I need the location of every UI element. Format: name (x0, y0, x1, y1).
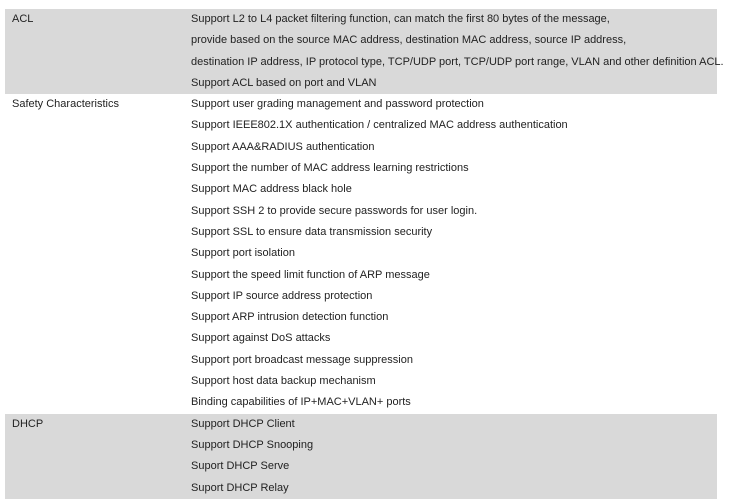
feature-line: Binding capabilities of IP+MAC+VLAN+ ports (191, 396, 411, 409)
feature-line: Support IEEE802.1X authentication / centralized MAC address authentication (191, 119, 568, 132)
section-dhcp (5, 414, 717, 499)
section-label-text: ACL (12, 13, 34, 25)
feature-line: Support the speed limit function of ARP message (191, 268, 430, 281)
feature-line: Support IP source address protection (191, 289, 373, 302)
feature-line: Support ACL based on port and VLAN (191, 76, 377, 89)
feature-line: Support L2 to L4 packet filtering function, can match the first 80 bytes of the message, (191, 13, 610, 25)
feature-line: Support port broadcast message suppression (191, 353, 413, 366)
feature-line: Support host data backup mechanism (191, 375, 376, 388)
feature-line: Support DHCP Snooping (191, 438, 314, 451)
section-label-text: Safety Characteristics (12, 98, 119, 111)
section-label (5, 94, 188, 413)
feature-line: destination IP address, IP protocol type, TCP/UDP port, TCP/UDP port range, VLAN and other definition ACL. (191, 55, 724, 68)
section-values (188, 414, 717, 499)
feature-line: Support SSH 2 to provide secure passwords for user login. (191, 204, 478, 217)
feature-line: Support MAC address black hole (191, 183, 352, 196)
feature-line: Support the number of MAC address learning restrictions (191, 162, 469, 175)
feature-line: provide based on the source MAC address, destination MAC address, source IP address, (191, 34, 627, 47)
section-safety-characteristics (5, 94, 717, 413)
feature-line: Support DHCP Client (191, 417, 295, 430)
feature-line: Suport DHCP Serve (191, 460, 290, 473)
feature-line: Support user grading management and password protection (191, 98, 484, 111)
feature-line: Support SSL to ensure data transmission security (191, 225, 433, 238)
feature-line: Support AAA&RADIUS authentication (191, 140, 375, 153)
feature-line: Suport DHCP Relay (191, 481, 289, 494)
section-acl (5, 9, 724, 94)
feature-line: Support ARP intrusion detection function (191, 311, 389, 324)
feature-line: Support port isolation (191, 247, 295, 260)
feature-line: Support against DoS attacks (191, 332, 331, 345)
section-label-text: DHCP (12, 417, 44, 430)
section-values (188, 9, 724, 94)
section-label (5, 414, 188, 499)
section-values (188, 94, 717, 413)
spec-table (5, 9, 724, 499)
section-label (5, 9, 188, 94)
